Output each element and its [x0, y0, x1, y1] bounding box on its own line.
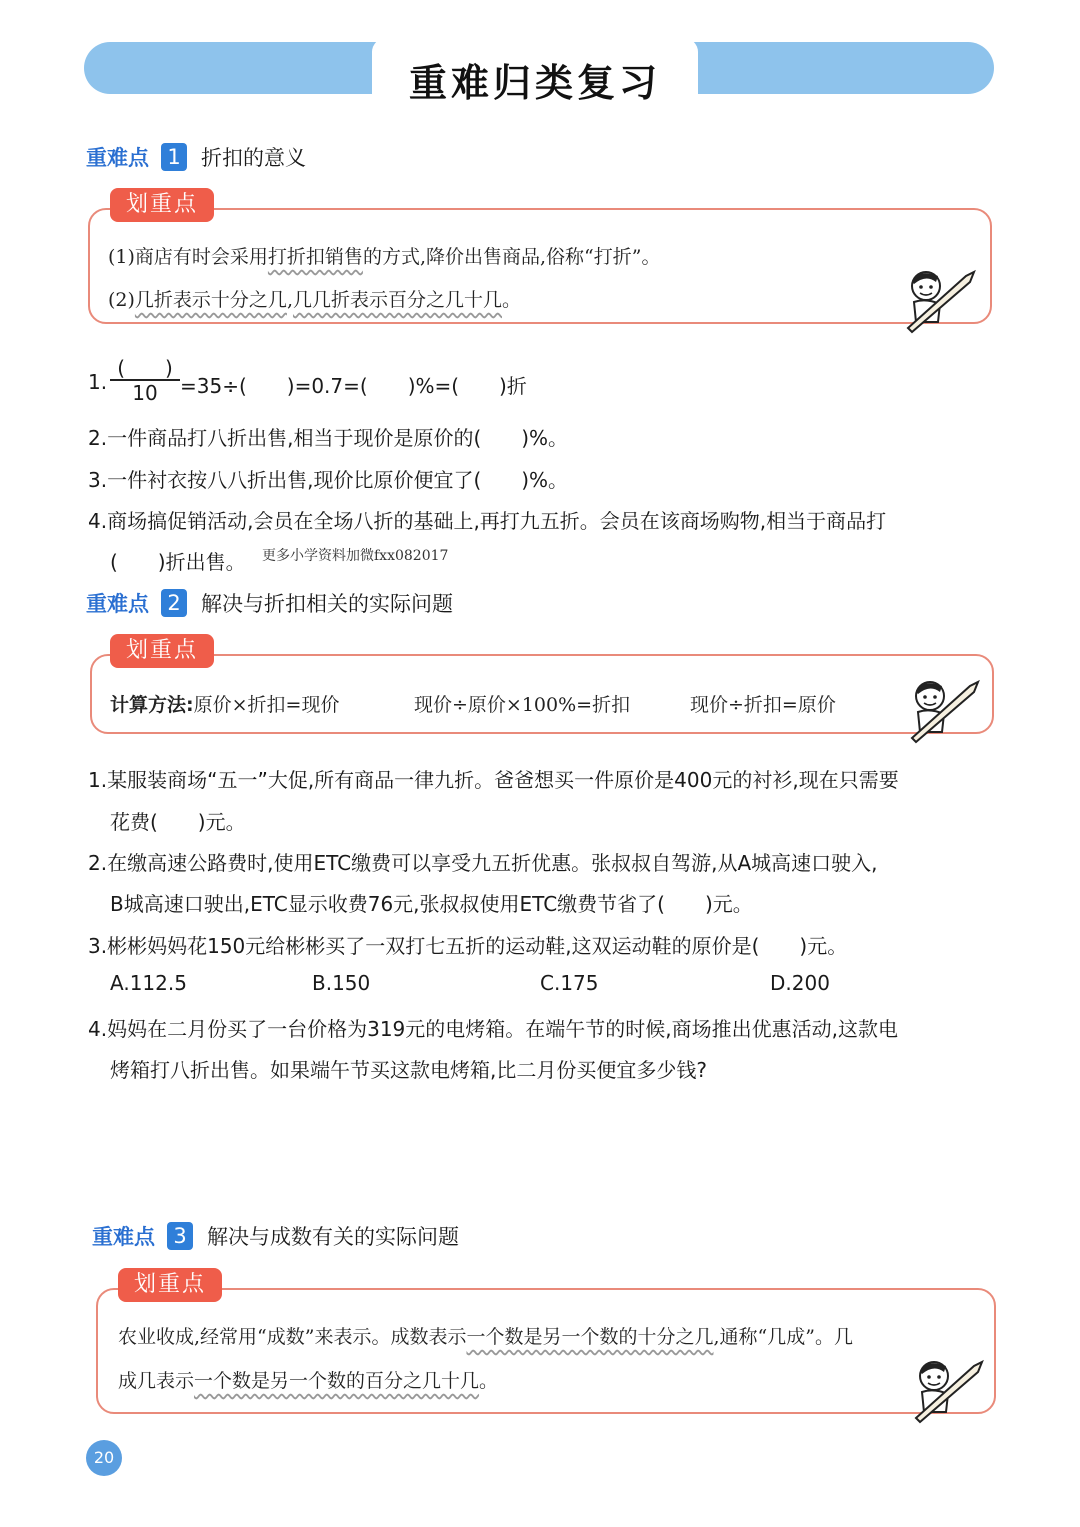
option-a: A.112.5: [110, 971, 187, 995]
formula: 现价÷原价×100%=折扣: [414, 694, 631, 716]
section-title: 解决与成数有关的实际问题: [207, 1225, 459, 1249]
formula: 原价×折扣=现价: [193, 694, 340, 716]
cartoon-boy-pencil-icon: [908, 1352, 988, 1424]
question-4-line-2: 烤箱打八折出售。如果端午节买这款电烤箱,比二月份买便宜多少钱?: [110, 1058, 707, 1082]
key-text: 。: [502, 289, 522, 311]
question-number: 2.: [88, 426, 108, 450]
fraction-numerator: ( ): [117, 356, 173, 380]
question-text: 在缴高速公路费时,使用ETC缴费可以享受九五折优惠。张叔叔自驾游,从A城高速口驶入,: [107, 851, 878, 875]
section-label: 重难点: [86, 592, 149, 616]
key-text: 农业收成,经常用“成数”来表示。成数表示: [118, 1326, 467, 1348]
question-text: 一件商品打八折出售,相当于现价是原价的( )%。: [107, 426, 569, 450]
question-text: 妈妈在二月份买了一台价格为319元的电烤箱。在端午节的时候,商场推出优惠活动,这款电: [107, 1017, 898, 1041]
fraction: [110, 352, 180, 405]
key-emphasis: 几几折表示百分之几十几: [292, 289, 502, 311]
watermark-note: 更多小学资料加微fxx082017: [262, 548, 449, 564]
key-text: 成几表示: [118, 1370, 195, 1392]
question-1: [88, 370, 107, 394]
section-1-heading: [86, 142, 306, 172]
question-1-text: =35÷( )=0.7=( )%=( )折: [180, 374, 527, 398]
section-label: 重难点: [92, 1225, 155, 1249]
question-number: 3.: [88, 468, 108, 492]
key-text: (2): [108, 289, 135, 311]
key-text: ,: [286, 289, 293, 311]
question-2-line-2: B城高速口驶出,ETC显示收费76元,张叔叔使用ETC缴费节省了( )元。: [110, 892, 753, 916]
question-3: [88, 464, 568, 493]
section-title: 解决与折扣相关的实际问题: [201, 592, 453, 616]
key-point-line-2: [108, 285, 521, 312]
key-emphasis: 打折扣销售: [267, 246, 363, 268]
option-d: D.200: [770, 971, 830, 995]
formula-line: [110, 690, 339, 717]
key-point-line-2: [118, 1366, 498, 1393]
question-2: [88, 847, 878, 876]
method-label: 计算方法:: [110, 694, 194, 716]
section-number-badge: 2: [161, 589, 187, 617]
page-title: 重难归类复习: [408, 61, 661, 105]
question-4-line-2: ( )折出售。: [110, 550, 246, 574]
key-emphasis: 一个数是另一个数的百分之几十几: [194, 1370, 480, 1392]
question-number: 1.: [88, 370, 108, 394]
key-points-tag: 划重点: [110, 634, 214, 668]
question-number: 4.: [88, 509, 108, 533]
question-number: 1.: [88, 768, 108, 792]
fraction-denominator: 10: [110, 379, 180, 405]
page-number: 20: [86, 1440, 122, 1476]
cartoon-boy-pencil-icon: [904, 672, 984, 744]
question-4: [88, 1013, 898, 1042]
section-label: 重难点: [86, 146, 149, 170]
key-text: ,通称“几成”。几: [713, 1326, 853, 1348]
section-3-heading: [92, 1221, 459, 1251]
option-c: C.175: [540, 971, 599, 995]
key-text: 。: [479, 1370, 499, 1392]
option-b: B.150: [312, 971, 371, 995]
key-points-tag: 划重点: [118, 1268, 222, 1302]
question-text: 商场搞促销活动,会员在全场八折的基础上,再打九五折。会员在该商场购物,相当于商品打: [107, 509, 887, 533]
formula: 现价÷折扣=原价: [690, 694, 836, 716]
question-1: [88, 764, 899, 793]
section-title: 折扣的意义: [201, 146, 306, 170]
key-point-line-1: [118, 1322, 853, 1349]
section-2-heading: [86, 588, 453, 618]
section-number-badge: 1: [161, 143, 187, 171]
key-emphasis: 几折表示十分之几: [134, 289, 287, 311]
question-number: 3.: [88, 934, 108, 958]
cartoon-boy-pencil-icon: [900, 262, 980, 334]
question-number: 2.: [88, 851, 108, 875]
key-emphasis: 一个数是另一个数的十分之几: [466, 1326, 714, 1348]
question-1-line-2: 花费( )元。: [110, 810, 246, 834]
question-text: 某服装商场“五一”大促,所有商品一律九折。爸爸想买一件原价是400元的衬衫,现在只需要: [107, 768, 899, 792]
question-text: 彬彬妈妈花150元给彬彬买了一双打七五折的运动鞋,这双运动鞋的原价是( )元。: [107, 934, 848, 958]
section-number-badge: 3: [167, 1222, 193, 1250]
key-points-box-3: [96, 1288, 996, 1414]
question-2: [88, 422, 568, 451]
question-4: [88, 505, 886, 534]
question-text: 一件衬衣按八八折出售,现价比原价便宜了( )%。: [107, 468, 569, 492]
key-text: (1)商店有时会采用: [108, 246, 268, 268]
key-text: 的方式,降价出售商品,俗称“打折”。: [362, 246, 661, 268]
key-points-tag: 划重点: [110, 188, 214, 222]
question-3: [88, 930, 847, 959]
key-point-line-1: [108, 242, 660, 269]
question-number: 4.: [88, 1017, 108, 1041]
